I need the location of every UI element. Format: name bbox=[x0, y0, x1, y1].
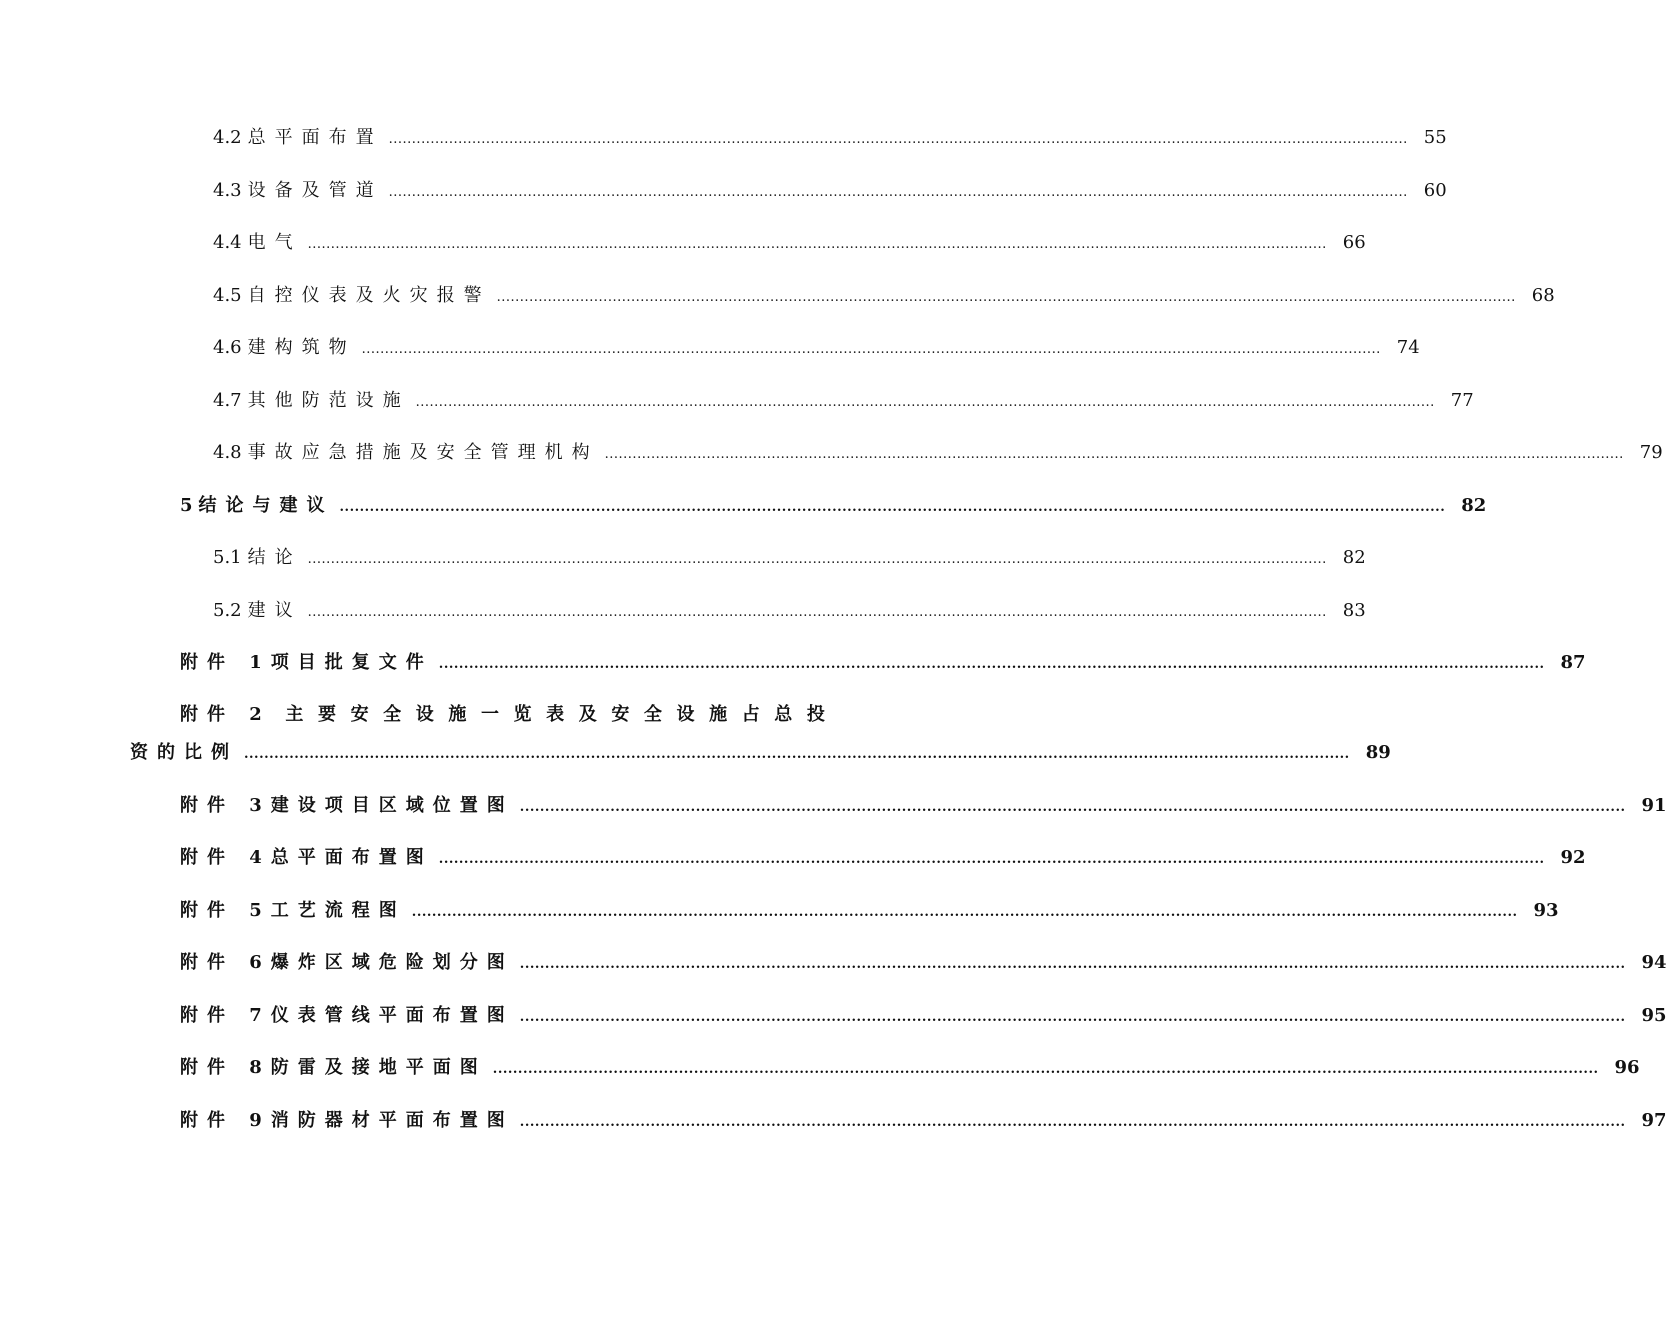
toc-leader-dots: ............................................................................................................................................................................................................................ bbox=[492, 1062, 1599, 1077]
toc-page-number: 95 bbox=[1641, 1005, 1667, 1026]
toc-leader-dots: ............................................................................................................................................................................................................................ bbox=[519, 957, 1626, 972]
toc-entry-number: 附件 7 bbox=[180, 1005, 271, 1026]
toc-entry-title bbox=[180, 651, 433, 675]
toc-entry-char: 表 bbox=[546, 704, 565, 725]
toc-entry-number: 5.2 bbox=[213, 600, 242, 621]
toc-entry-text: 资的比例 bbox=[130, 742, 238, 763]
toc-entry-att-1[interactable] bbox=[180, 651, 1586, 677]
toc-entry-title bbox=[213, 441, 599, 465]
toc-entry-char: 一 bbox=[480, 704, 499, 725]
toc-entry-title bbox=[213, 179, 383, 203]
toc-entry-char: 全 bbox=[383, 704, 402, 725]
toc-leader-dots: ............................................................................................................................................................................................................................ bbox=[361, 342, 1381, 357]
toc-entry-text: 电气 bbox=[247, 232, 302, 253]
toc-entry-text: 消防器材平面布置图 bbox=[270, 1110, 514, 1131]
toc-leader-dots: ............................................................................................................................................................................................................................ bbox=[496, 290, 1516, 305]
toc-leader-dots: ............................................................................................................................................................................................................................ bbox=[519, 1115, 1626, 1130]
toc-entry-title bbox=[180, 899, 406, 923]
toc-entry-char: 占 bbox=[741, 704, 760, 725]
toc-entry-4-2[interactable] bbox=[213, 126, 1447, 152]
toc-page-number: 79 bbox=[1639, 442, 1663, 463]
toc-leader-dots: ............................................................................................................................................................................................................................ bbox=[604, 447, 1624, 462]
toc-entry-text: 项目批复文件 bbox=[270, 652, 433, 673]
toc-entry-char: 主 bbox=[285, 704, 304, 725]
toc-entry-text: 总平面布置 bbox=[247, 127, 383, 148]
toc-entry-title bbox=[180, 1004, 514, 1028]
toc-entry-att-2-line2[interactable] bbox=[130, 741, 1391, 767]
toc-entry-text: 其他防范设施 bbox=[247, 390, 410, 411]
toc-leader-dots: ............................................................................................................................................................................................................................ bbox=[438, 852, 1545, 867]
toc-entry-5-1[interactable] bbox=[213, 546, 1366, 572]
toc-entry-text: 自控仪表及火灾报警 bbox=[247, 285, 491, 306]
toc-entry-text: 建设项目区域位置图 bbox=[270, 795, 514, 816]
toc-entry-text: 设备及管道 bbox=[247, 180, 383, 201]
toc-page-number: 87 bbox=[1560, 652, 1586, 673]
toc-page-number: 93 bbox=[1533, 900, 1559, 921]
toc-entry-number: 附件 1 bbox=[180, 652, 271, 673]
toc-entry-att-9[interactable] bbox=[180, 1109, 1667, 1135]
toc-leader-dots: ............................................................................................................................................................................................................................ bbox=[411, 905, 1518, 920]
toc-entry-title bbox=[213, 126, 383, 150]
toc-entry-char: 安 bbox=[611, 704, 630, 725]
toc-page-number: 55 bbox=[1423, 127, 1447, 148]
toc-entry-title bbox=[213, 389, 410, 413]
toc-leader-dots: ............................................................................................................................................................................................................................ bbox=[388, 132, 1408, 147]
toc-page-number: 92 bbox=[1560, 847, 1586, 868]
toc-page-number: 74 bbox=[1396, 337, 1420, 358]
toc-entry-char: 设 bbox=[415, 704, 434, 725]
toc-page-number: 60 bbox=[1423, 180, 1447, 201]
toc-entry-number: 4.6 bbox=[213, 337, 242, 358]
toc-entry-number: 附件 6 bbox=[180, 952, 271, 973]
toc-page-number: 89 bbox=[1365, 742, 1391, 763]
toc-leader-dots: ............................................................................................................................................................................................................................ bbox=[438, 657, 1545, 672]
toc-entry-text: 建议 bbox=[247, 600, 302, 621]
toc-entry-text: 建构筑物 bbox=[247, 337, 356, 358]
toc-page-number: 94 bbox=[1641, 952, 1667, 973]
toc-entry-number: 附件 5 bbox=[180, 900, 271, 921]
toc-entry-number: 4.4 bbox=[213, 232, 242, 253]
toc-entry-char: 及 bbox=[578, 704, 597, 725]
toc-entry-char: 览 bbox=[513, 704, 532, 725]
toc-entry-att-3[interactable] bbox=[180, 794, 1667, 820]
toc-page-number: 82 bbox=[1342, 547, 1366, 568]
toc-entry-4-6[interactable] bbox=[213, 336, 1420, 362]
toc-entry-number: 4.3 bbox=[213, 180, 242, 201]
toc-leader-dots: ............................................................................................................................................................................................................................ bbox=[307, 552, 1327, 567]
toc-entry-title bbox=[180, 1109, 514, 1133]
toc-page-number: 97 bbox=[1641, 1110, 1667, 1131]
toc-entry-title bbox=[180, 494, 334, 518]
toc-entry-5[interactable] bbox=[180, 494, 1487, 520]
toc-entry-number: 附件 4 bbox=[180, 847, 271, 868]
toc-entry-text: 工艺流程图 bbox=[270, 900, 406, 921]
toc-leader-dots: ............................................................................................................................................................................................................................ bbox=[519, 800, 1626, 815]
toc-entry-char: 总 bbox=[774, 704, 793, 725]
toc-page-number: 91 bbox=[1641, 795, 1667, 816]
toc-entry-4-3[interactable] bbox=[213, 179, 1447, 205]
toc-page-number: 83 bbox=[1342, 600, 1366, 621]
toc-entry-text: 防雷及接地平面图 bbox=[270, 1057, 487, 1078]
toc-entry-title bbox=[213, 231, 302, 255]
toc-leader-dots: ............................................................................................................................................................................................................................ bbox=[244, 747, 1350, 762]
toc-entry-att-7[interactable] bbox=[180, 1004, 1667, 1030]
toc-entry-5-2[interactable] bbox=[213, 599, 1366, 625]
toc-entry-title bbox=[180, 794, 514, 818]
toc-leader-dots: ............................................................................................................................................................................................................................ bbox=[307, 605, 1327, 620]
toc-entry-char: 全 bbox=[643, 704, 662, 725]
toc-entry-att-2-line1[interactable] bbox=[180, 703, 825, 727]
toc-entry-4-5[interactable] bbox=[213, 284, 1555, 310]
toc-entry-char: 要 bbox=[317, 704, 336, 725]
toc-entry-title bbox=[180, 846, 433, 870]
toc-entry-number: 附件 3 bbox=[180, 795, 271, 816]
toc-entry-title bbox=[213, 336, 356, 360]
toc-entry-att-5[interactable] bbox=[180, 899, 1559, 925]
toc-entry-char: 施 bbox=[448, 704, 467, 725]
toc-entry-4-7[interactable] bbox=[213, 389, 1474, 415]
toc-entry-text: 总平面布置图 bbox=[270, 847, 433, 868]
toc-entry-char: 施 bbox=[709, 704, 728, 725]
toc-entry-att-4[interactable] bbox=[180, 846, 1586, 872]
toc-leader-dots: ............................................................................................................................................................................................................................ bbox=[388, 185, 1408, 200]
toc-entry-title bbox=[180, 951, 514, 975]
toc-leader-dots: ............................................................................................................................................................................................................................ bbox=[307, 237, 1327, 252]
toc-entry-4-8[interactable] bbox=[213, 441, 1663, 467]
toc-entry-title bbox=[180, 1056, 487, 1080]
toc-entry-text: 仪表管线平面布置图 bbox=[270, 1005, 514, 1026]
toc-page-number: 77 bbox=[1450, 390, 1474, 411]
toc-entry-number: 4.5 bbox=[213, 285, 242, 306]
toc-entry-text: 结论 bbox=[247, 547, 302, 568]
toc-entry-title bbox=[213, 599, 302, 623]
toc-entry-number: 4.8 bbox=[213, 442, 242, 463]
toc-entry-number: 附件 9 bbox=[180, 1110, 271, 1131]
toc-leader-dots: ............................................................................................................................................................................................................................ bbox=[415, 395, 1435, 410]
toc-entry-title bbox=[213, 546, 302, 570]
toc-page-number: 82 bbox=[1461, 495, 1487, 516]
toc-entry-number: 附件 8 bbox=[180, 1057, 271, 1078]
toc-entry-text: 爆炸区域危险划分图 bbox=[270, 952, 514, 973]
toc-entry-4-4[interactable] bbox=[213, 231, 1366, 257]
toc-leader-dots: ............................................................................................................................................................................................................................ bbox=[339, 500, 1446, 515]
toc-entry-att-8[interactable] bbox=[180, 1056, 1640, 1082]
toc-entry-number: 4.7 bbox=[213, 390, 242, 411]
toc-entry-att-6[interactable] bbox=[180, 951, 1667, 977]
toc-entry-char: 投 bbox=[806, 704, 825, 725]
toc-entry-number: 4.2 bbox=[213, 127, 242, 148]
toc-entry-char: 安 bbox=[350, 704, 369, 725]
toc-entry-text: 结论与建议 bbox=[198, 495, 334, 516]
toc-page-number: 68 bbox=[1531, 285, 1555, 306]
toc-entry-number: 5.1 bbox=[213, 547, 242, 568]
toc-entry-number: 5 bbox=[180, 495, 193, 516]
toc-page-number: 66 bbox=[1342, 232, 1366, 253]
toc-entry-text: 事故应急措施及安全管理机构 bbox=[247, 442, 599, 463]
toc-entry-number: 附件 2 bbox=[180, 704, 271, 725]
toc-entry-title bbox=[213, 284, 491, 308]
toc-entry-char: 设 bbox=[676, 704, 695, 725]
toc-page-number: 96 bbox=[1614, 1057, 1640, 1078]
toc-leader-dots: ............................................................................................................................................................................................................................ bbox=[519, 1010, 1626, 1025]
